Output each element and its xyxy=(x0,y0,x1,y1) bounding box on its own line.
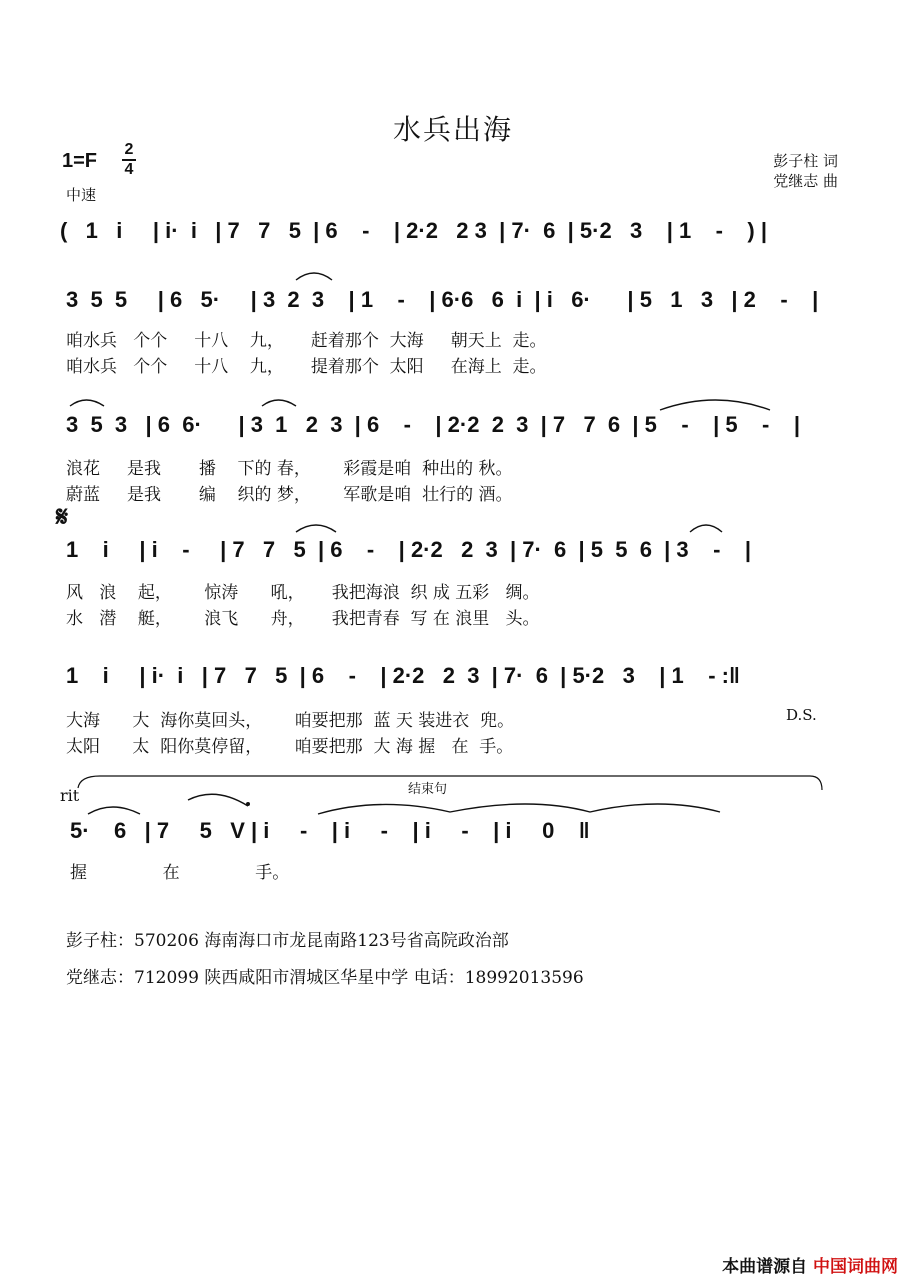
slur-sys2b xyxy=(262,400,296,406)
dal-segno-mark: D.S. xyxy=(786,706,817,724)
lyric-2-verse-2: 蔚蓝 是我 编 织的 梦， 军歌是咱 壮行的 酒。 xyxy=(66,485,513,505)
notes-1: 3 5 5 | 6 5· | 3 2 3 | 1 - | 6·6 6 i | i 6· | 5 1 3 | 2 - | xyxy=(66,287,819,312)
slur-sys5a xyxy=(88,807,140,814)
time-sig-top: 2 xyxy=(124,141,134,158)
key-signature: 1=F xyxy=(62,150,98,172)
composer-credit: 党继志 曲 xyxy=(773,172,838,190)
source-site-link[interactable]: 中国词曲网 xyxy=(813,1257,898,1277)
lyricist-credit: 彭子柱 词 xyxy=(773,152,838,170)
notes-5: 5· 6 | 7 5 V | i - | i - | i - | i 0 ‖ xyxy=(70,818,590,843)
ending-bracket xyxy=(78,776,822,790)
slur-sys5c xyxy=(318,804,720,814)
time-sig-bottom: 4 xyxy=(124,161,134,178)
slur-sys2c xyxy=(660,400,770,410)
lyric-3-verse-2: 水 潜 艇， 浪飞 舟， 我把青春 写 在 浪里 头。 xyxy=(66,609,540,629)
tempo-marking: 中速 xyxy=(66,186,97,204)
lyric-5-verse-1: 握 在 手。 xyxy=(70,863,290,883)
ending-label: 结束句 xyxy=(408,782,448,797)
footer-composer-address: 党继志：712099 陕西咸阳市渭城区华星中学 电话：18992013596 xyxy=(66,968,584,988)
notes-2: 3 5 3 | 6 6· | 3 1 2 3 | 6 - | 2·2 2 3 | 7 7 6 | 5 - | 5 - | xyxy=(66,412,800,437)
slur-sys5b xyxy=(188,794,248,806)
slur-sys2a xyxy=(70,400,104,406)
notes-intro: ( 1 i | i· i | 7 7 5 | 6 - | 2·2 2 3 | 7· 6 | 5·2 3 | 1 - ) | xyxy=(60,218,768,243)
footer-lyricist-address: 彭子柱：570206 海南海口市龙昆南路123号省高院政治部 xyxy=(66,931,509,951)
slur-sys3b xyxy=(690,525,722,532)
lyric-1-verse-2: 咱水兵 个个 十八 九， 提着那个 太阳 在海上 走。 xyxy=(66,357,547,377)
source-attribution xyxy=(722,1252,898,1277)
source-label: 本曲谱源自 xyxy=(722,1257,808,1277)
page-title: 水兵出海 xyxy=(392,113,513,146)
lyric-3-verse-1: 风 浪 起， 惊涛 吼， 我把海浪 织 成 五彩 绸。 xyxy=(66,583,540,603)
notes-4: 1 i | i· i | 7 7 5 | 6 - | 2·2 2 3 | 7· 6 | 5·2 3 | 1 - :‖ xyxy=(66,663,740,688)
lyric-4-verse-1: 大海 大 海你莫回头， 咱要把那 蓝 天 装进衣 兜。 xyxy=(66,711,515,731)
slur-sys3a xyxy=(296,525,336,532)
slur-sys1 xyxy=(296,273,332,280)
segno-sign: 𝄋 xyxy=(56,500,69,533)
lyric-4-verse-2: 太阳 太 阳你莫停留， 咱要把那 大 海 握 在 手。 xyxy=(66,737,514,757)
notes-3: 1 i | i - | 7 7 5 | 6 - | 2·2 2 3 | 7· 6 | 5 5 6 | 3 - | xyxy=(66,537,752,562)
lyric-2-verse-1: 浪花 是我 播 下的 春， 彩霞是咱 种出的 秋。 xyxy=(66,459,513,479)
fermata-dot xyxy=(246,802,250,806)
rit-marking: rit xyxy=(60,786,80,805)
lyric-1-verse-1: 咱水兵 个个 十八 九， 赶着那个 大海 朝天上 走。 xyxy=(66,331,547,351)
